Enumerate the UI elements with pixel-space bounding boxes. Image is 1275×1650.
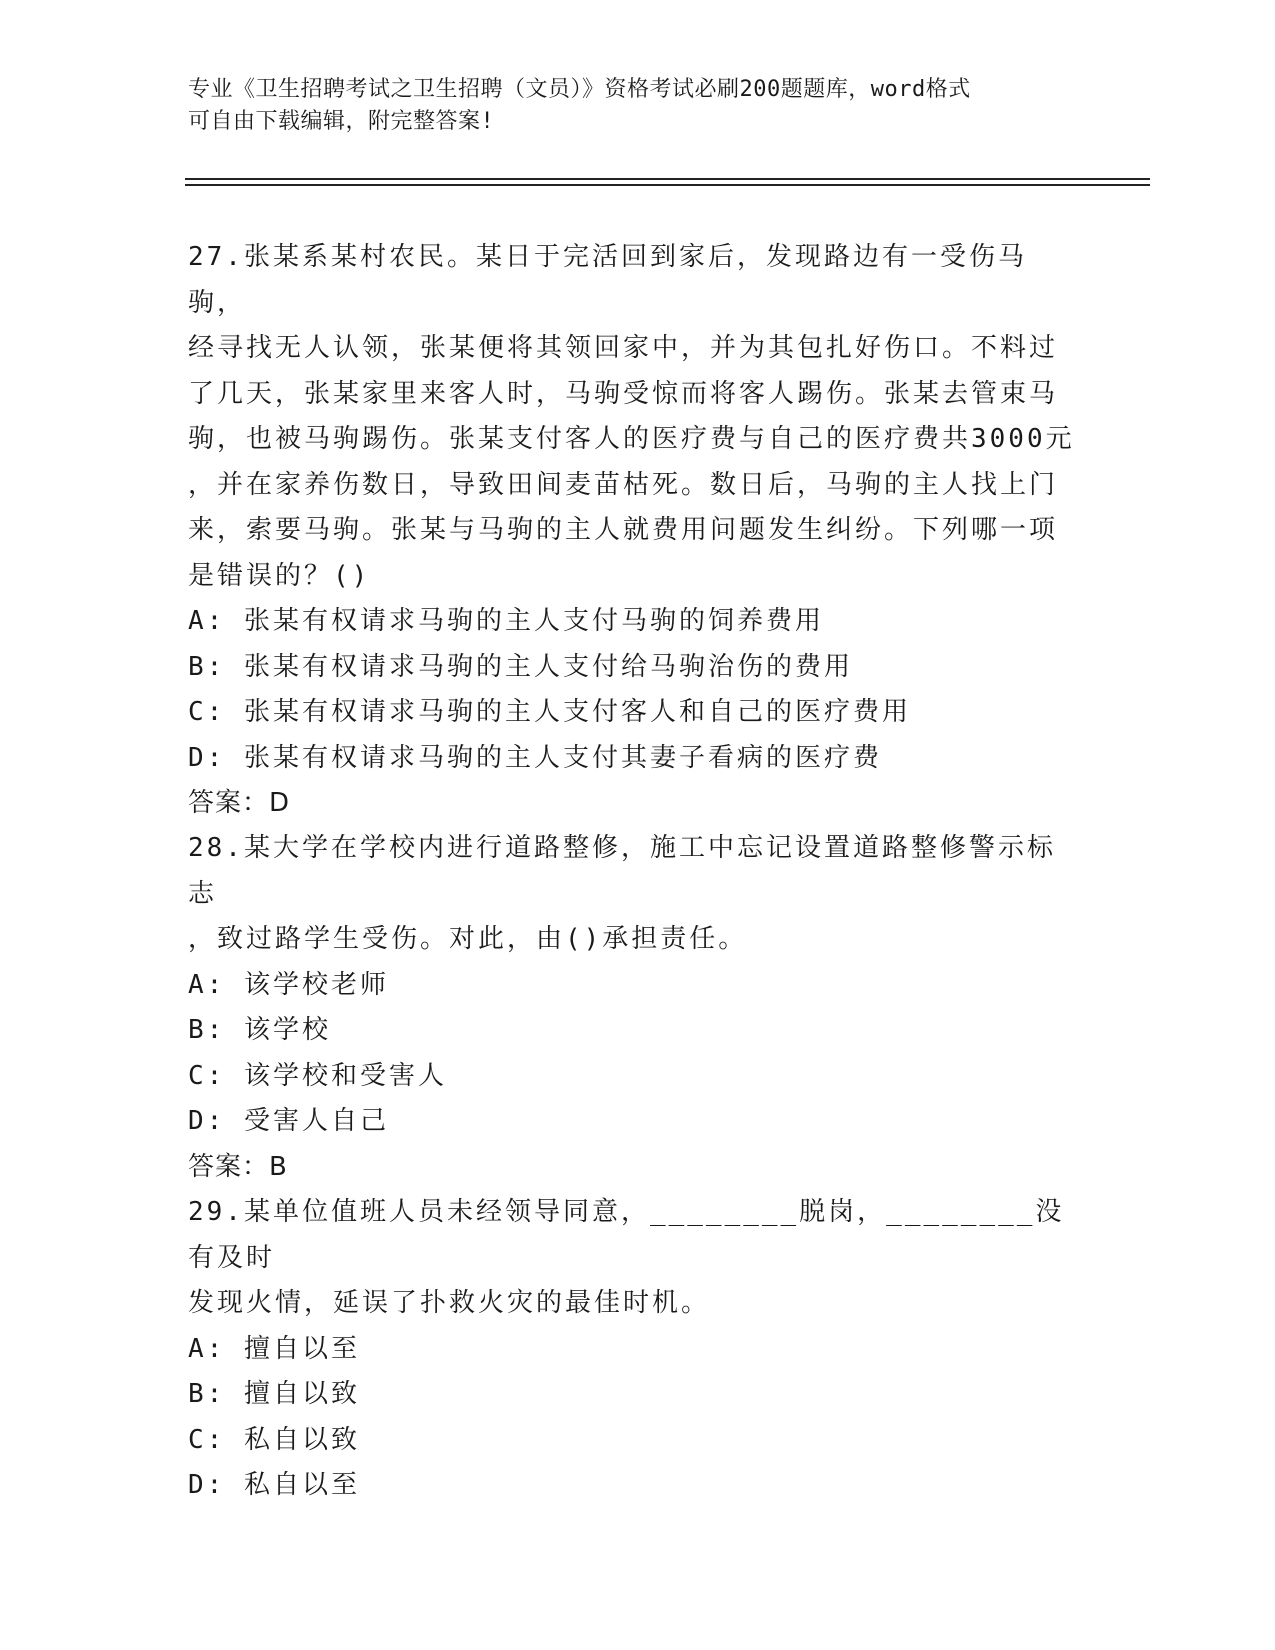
header-line-1: 专业《卫生招聘考试之卫生招聘（文员）》资格考试必刷200题题库，word格式	[188, 77, 971, 102]
stem-line: 经寻找无人认领，张某便将其领回家中，并为其包扎好伤口。不料过	[188, 333, 1059, 363]
option-d: D: 私自以至	[188, 1470, 360, 1500]
option-b: B: 擅自以致	[188, 1379, 360, 1409]
question-28-stem	[188, 826, 1078, 963]
option-a: A: 该学校老师	[188, 969, 389, 1000]
option-c: C: 张某有权请求马驹的主人支付客人和自己的医疗费用	[188, 697, 911, 727]
header-divider-bottom	[185, 184, 1150, 186]
question-29-stem	[188, 1190, 1078, 1327]
stem-line: 是错误的？()	[188, 560, 371, 591]
option-d: D: 张某有权请求马驹的主人支付其妻子看病的医疗费	[188, 742, 882, 773]
stem-line: 27.张某系某村农民。某日于完活回到家后，发现路边有一受伤马驹，	[188, 242, 1027, 318]
answer: 答案：D	[188, 788, 291, 818]
option-c: C: 该学校和受害人	[188, 1060, 447, 1091]
stem-line: ，致过路学生受伤。对此，由()承担责任。	[188, 924, 748, 954]
stem-line: 29.某单位值班人员未经领导同意，________脱岗，________没有及时	[188, 1197, 1065, 1273]
question-27	[188, 235, 1078, 827]
question-29	[188, 1190, 1078, 1509]
question-28	[188, 826, 1078, 1190]
answer: 答案：B	[188, 1151, 288, 1182]
option-a: A: 擅自以至	[188, 1333, 360, 1364]
document-header	[188, 74, 1068, 138]
option-b: B: 该学校	[188, 1015, 331, 1045]
stem-line: ，并在家养伤数日，导致田间麦苗枯死。数日后，马驹的主人找上门	[188, 469, 1059, 500]
header-divider-top	[185, 178, 1150, 180]
stem-line: 了几天，张某家里来客人时，马驹受惊而将客人踢伤。张某去管束马	[188, 378, 1059, 409]
stem-line: 驹，也被马驹踢伤。张某支付客人的医疗费与自己的医疗费共3000元	[188, 424, 1075, 454]
option-b: B: 张某有权请求马驹的主人支付给马驹治伤的费用	[188, 651, 853, 682]
option-d: D: 受害人自己	[188, 1106, 389, 1136]
question-27-stem	[188, 235, 1078, 599]
option-c: C: 私自以致	[188, 1424, 360, 1455]
stem-line: 28.某大学在学校内进行道路整修，施工中忘记设置道路整修警示标志	[188, 833, 1056, 909]
stem-line: 发现火情，延误了扑救火灾的最佳时机。	[188, 1288, 711, 1318]
header-line-2: 可自由下载编辑，附完整答案!	[188, 109, 495, 134]
option-a: A: 张某有权请求马驹的主人支付马驹的饲养费用	[188, 606, 824, 636]
stem-line: 来，索要马驹。张某与马驹的主人就费用问题发生纠纷。下列哪一项	[188, 515, 1059, 545]
